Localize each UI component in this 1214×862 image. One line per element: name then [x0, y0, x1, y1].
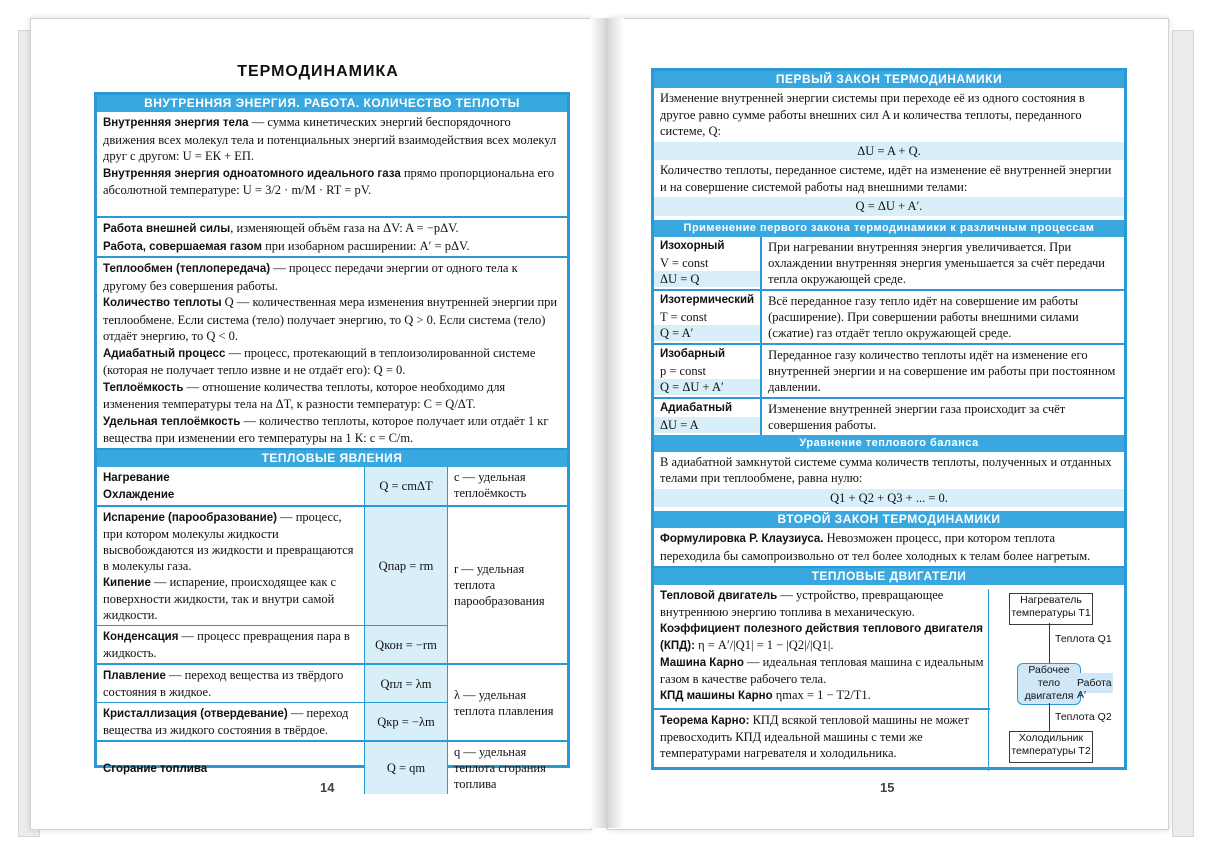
definition: — процесс передачи энергии от одного тела к другому без совершения работы.	[103, 261, 518, 293]
arrow-down	[1049, 623, 1050, 663]
body-label: тело	[1037, 677, 1061, 689]
process-description: Всё переданное газу тепло идёт на совершение им работы (расширение). При совершении работы внешними силами (сжатие) газ отдаёт тепло окружающей среде.	[768, 293, 1079, 340]
book-gutter	[590, 18, 624, 828]
term: Работа, совершаемая газом	[103, 240, 262, 253]
carnot-theorem	[654, 708, 990, 763]
definition: η = A′/|Q1| = 1 − |Q2|/|Q1|.	[694, 638, 834, 652]
paragraph: Изменение внутренней энергии системы при переходе её из одного состояния в другое равно сумме работы внешних сил A и количества теплоты, переданного системе, Q:	[660, 91, 1085, 138]
first-law-box	[651, 68, 1127, 770]
arrow-down	[1049, 703, 1050, 731]
description-cell: r — удельная теплота парообразования	[448, 506, 568, 664]
formula: Q1 + Q2 + Q3 + ... = 0.	[654, 489, 1124, 508]
work-label: Работа A′	[1077, 677, 1112, 701]
term: Плавление	[103, 670, 166, 682]
internal-energy-section	[97, 112, 567, 218]
process-condition: p = const	[660, 363, 706, 378]
working-body-box	[1017, 663, 1081, 705]
section-header: ПЕРВЫЙ ЗАКОН ТЕРМОДИНАМИКИ	[654, 71, 1124, 88]
definition: — отношение количества теплоты, которое необходимо для изменения температуры тела на ΔT, к разности температур: C = Q/ΔT.	[103, 379, 506, 411]
section-header: ВНУТРЕННЯЯ ЭНЕРГИЯ. РАБОТА. КОЛИЧЕСТВО ТЕПЛОТЫ	[97, 95, 567, 112]
definition: — процесс, при котором молекулы жидкости высвобождаются из жидкости и превращаются в молекулы газа.	[103, 510, 354, 573]
term: Теплообмен (теплопередача)	[103, 263, 271, 275]
process-formula: ΔU = Q	[654, 271, 760, 287]
engines-section	[654, 585, 1124, 775]
process-cell	[654, 237, 761, 290]
table-row	[97, 467, 567, 506]
definition: КПД всякой тепловой машины не может превосходить КПД идеальной машины с теми же температурами нагревателя и холодильника.	[660, 713, 969, 760]
term: Теорема Карно:	[660, 715, 750, 727]
term: Нагревание	[103, 472, 170, 484]
formula-cell: Qкон = −rm	[365, 626, 448, 665]
heat-q2-label: Теплота Q2	[1055, 711, 1112, 723]
process-cell	[654, 290, 761, 344]
process-description: Переданное газу количество теплоты идёт на изменение его внутренней энергии и на совершение им работы при постоянном давлении.	[768, 347, 1116, 394]
page-stack-right	[1172, 30, 1194, 837]
definition: ηmax = 1 − T2/T1.	[772, 688, 871, 702]
term: Сгорание топлива	[103, 762, 208, 775]
term: Удельная теплоёмкость	[103, 415, 241, 428]
definition: , изменяющей объём газа на ΔV: A = −pΔV.	[230, 221, 459, 235]
heat-balance-section	[654, 452, 1124, 512]
process-description: Изменение внутренней энергии газа происходит за счёт совершения работы.	[768, 401, 1066, 432]
formula-cell: Qкр = −λm	[365, 703, 448, 742]
term: Количество теплоты	[103, 297, 222, 309]
processes-table	[654, 237, 1124, 435]
section-header: Уравнение теплового баланса	[654, 435, 1124, 452]
formula: Q = ΔU + A′.	[654, 197, 1124, 216]
definition: — переход вещества из жидкого состояния в твёрдое.	[103, 706, 349, 737]
process-formula: Q = ΔU + A′	[654, 379, 760, 395]
engine-diagram	[988, 589, 1119, 771]
term: Испарение (парообразование)	[103, 512, 277, 524]
definition: — количество теплоты, которое получает или отдаёт 1 кг вещества при изменении его температуры на 1 К: c = C/m.	[103, 413, 549, 445]
section-header: ВТОРОЙ ЗАКОН ТЕРМОДИНАМИКИ	[654, 511, 1124, 528]
definition: — устройство, превращающее внутреннюю энергию топлива в механическую.	[660, 588, 944, 619]
process-name: Изохорный	[660, 239, 725, 252]
definition: — идеальная тепловая машина с идеальным газом в качестве рабочего тела.	[660, 655, 984, 686]
process-name: Изотермический	[660, 293, 755, 306]
description-cell: q — удельная теплота сгорания топлива	[454, 745, 546, 791]
cell	[97, 506, 365, 626]
term: Кипение	[103, 577, 151, 589]
paragraph: Количество теплоты, переданное системе, идёт на изменение её внутренней энергии и на совершение системой работы над внешними телами:	[660, 163, 1112, 194]
term: Формулировка Р. Клаузиуса.	[660, 533, 824, 545]
process-description: При нагревании внутренняя энергия увеличивается. При охлаждении внутренняя энергия уменьшается за счёт передачи тепла окружающей среде.	[768, 239, 1105, 286]
term: Внутренняя энергия тела	[103, 117, 249, 129]
definition: прямо пропорциональна его абсолютной температуре: U = 3/2 · m/M · RT = pV.	[103, 165, 555, 197]
definition: — испарение, происходящее как с поверхности жидкости, так и внутри самой жидкости.	[103, 575, 337, 622]
term: Коэффициент полезного действия теплового двигателя (КПД):	[660, 623, 983, 652]
cell	[97, 467, 365, 506]
term: Охлаждение	[103, 489, 175, 501]
formula: ΔU = A + Q.	[654, 142, 1124, 161]
table-row	[654, 237, 1124, 290]
table-row	[97, 506, 567, 626]
table-row	[97, 664, 567, 703]
term: Внутренняя энергия одноатомного идеального газа	[103, 167, 401, 180]
process-name: Изобарный	[660, 347, 726, 360]
process-condition: V = const	[660, 255, 709, 270]
first-law-section	[654, 88, 1124, 220]
process-name: Адиабатный	[660, 401, 733, 414]
process-cell	[654, 398, 761, 435]
section-header: ТЕПЛОВЫЕ ДВИГАТЕЛИ	[654, 568, 1124, 585]
section-header: Применение первого закона термодинамики к различным процессам	[654, 220, 1124, 237]
definition: Невозможен процесс, при котором теплота переходила бы самопроизвольно от тел более холодных к телам более нагретым.	[660, 531, 1091, 563]
page-number: 15	[880, 780, 895, 795]
table-row	[654, 398, 1124, 435]
definition: — процесс, протекающий в теплоизолированной системе (которая не получает тепло извне и не отдаёт его): Q = 0.	[103, 345, 536, 377]
definition: при изобарном расширении: A′ = pΔV.	[261, 238, 470, 253]
term: КПД машины Карно	[660, 690, 773, 702]
heater-label: Нагреватель	[1020, 594, 1082, 606]
term: Адиабатный процесс	[103, 347, 226, 360]
paragraph: В адиабатной замкнутой системе сумма количеств теплоты, полученных и отданных телами при теплообмене, равна нулю:	[660, 454, 1112, 485]
table-row	[654, 290, 1124, 344]
heat-section	[97, 258, 567, 450]
body-label: Рабочее	[1028, 664, 1070, 676]
term: Теплоёмкость	[103, 381, 184, 394]
table-row	[654, 344, 1124, 398]
heat-q1-label: Теплота Q1	[1055, 633, 1112, 645]
definition: — сумма кинетических энергий беспорядочного движения всех молекул тела и потенциальных энергий взаимодействия всех молекул друг с другом: U = EК + EП.	[103, 115, 557, 163]
cell	[97, 626, 365, 665]
body-label: двигателя	[1024, 690, 1074, 702]
section-header: ТЕПЛОВЫЕ ЯВЛЕНИЯ	[97, 450, 567, 467]
formula-cell: Q = cmΔT	[365, 467, 448, 506]
engines-text	[654, 585, 990, 765]
definition: Q — количественная мера изменения внутренней энергии при теплообмене. Если система (тело) получает энергию, то Q > 0. Если система (тело) отдаёт энергию, то Q < 0.	[103, 295, 558, 343]
definition: — переход вещества из твёрдого состояния в жидкое.	[103, 668, 344, 699]
page-number: 14	[320, 780, 335, 795]
term: Кристаллизация (отвердевание)	[103, 708, 288, 720]
cooler-temp: температуры T2	[1011, 745, 1091, 757]
formula-cell: Qпар = rm	[365, 506, 448, 626]
term: Работа внешней силы	[103, 223, 231, 235]
process-formula: Q = A′	[654, 325, 760, 341]
formula-cell: Qпл = λm	[365, 664, 448, 703]
cooler-box	[1009, 731, 1093, 763]
cell	[97, 664, 365, 703]
definition: — процесс превращения пара в жидкость.	[103, 629, 350, 660]
term: Тепловой двигатель	[660, 590, 778, 602]
term: Конденсация	[103, 631, 179, 643]
process-cell	[654, 344, 761, 398]
cell	[97, 703, 365, 742]
process-formula: ΔU = A	[654, 417, 760, 433]
term: Машина Карно	[660, 657, 744, 669]
heater-temp: температуры T1	[1011, 607, 1091, 619]
heater-box	[1009, 593, 1093, 625]
second-law-section	[654, 528, 1124, 568]
cooler-label: Холодильник	[1018, 732, 1084, 744]
page-title: ТЕРМОДИНАМИКА	[237, 63, 399, 80]
formula-cell: Q = qm	[365, 741, 448, 794]
thermal-phenomena-table	[97, 467, 567, 794]
work-section	[97, 218, 567, 258]
description-cell: c — удельная теплоёмкость	[454, 470, 527, 500]
description-cell: λ — удельная теплота плавления	[448, 664, 568, 741]
process-condition: T = const	[660, 309, 708, 324]
